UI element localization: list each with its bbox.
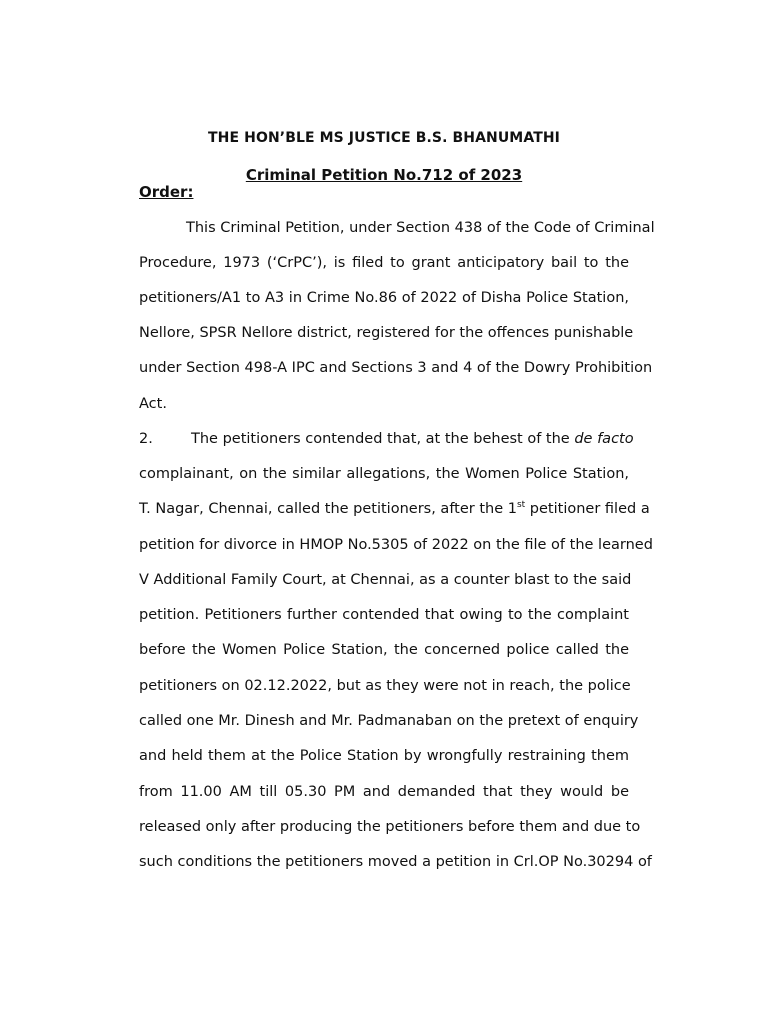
para2-line-10: and held them at the Police Station by wrongfully restraining them [139, 748, 629, 764]
para2-line-7: before the Women Police Station, the concerned police called the [139, 642, 629, 658]
case-number-heading: Criminal Petition No.712 of 2023 [245, 166, 523, 184]
para2-line-2: complainant, on the similar allegations, the Women Police Station, [139, 466, 629, 482]
para1-line-6: Act. [139, 396, 167, 412]
para2-line-6: petition. Petitioners further contended that owing to the complaint [139, 607, 629, 623]
order-label: Order: [139, 183, 194, 201]
para2-line-1 [139, 429, 634, 449]
para2-line-5: V Additional Family Court, at Chennai, as a counter blast to the said [139, 572, 632, 588]
para2-line-1-pre: The petitioners contended that, at the behest of the [191, 431, 570, 447]
para2-line-13: such conditions the petitioners moved a petition in Crl.OP No.30294 of [139, 854, 652, 870]
para2-line-11: from 11.00 AM till 05.30 PM and demanded that they would be [139, 784, 629, 800]
para2-line-3-pre: T. Nagar, Chennai, called the petitioners, after the 1 [139, 501, 517, 517]
de-facto-italic: de facto [574, 431, 634, 447]
para2-line-1-text [191, 429, 634, 449]
para1-line-5: under Section 498-A IPC and Sections 3 and 4 of the Dowry Prohibition [139, 360, 653, 376]
para2-number: 2. [139, 431, 153, 447]
judge-heading: THE HON’BLE MS JUSTICE B.S. BHANUMATHI [208, 130, 560, 146]
para2-line-3-post: petitioner filed a [525, 501, 650, 517]
para1-line-3: petitioners/A1 to A3 in Crime No.86 of 2022 of Disha Police Station, [139, 290, 629, 306]
para1-line-1: This Criminal Petition, under Section 438 of the Code of Criminal [186, 220, 655, 236]
para2-line-9: called one Mr. Dinesh and Mr. Padmanaban on the pretext of enquiry [139, 713, 639, 729]
ordinal-superscript: st [516, 500, 526, 511]
para1-line-2: Procedure, 1973 (‘CrPC’), is filed to grant anticipatory bail to the [139, 255, 629, 271]
para1-line-4: Nellore, SPSR Nellore district, registered for the offences punishable [139, 325, 634, 341]
para2-line-3 [139, 499, 650, 519]
para2-line-8: petitioners on 02.12.2022, but as they were not in reach, the police [139, 678, 631, 694]
para2-line-4: petition for divorce in HMOP No.5305 of 2022 on the file of the learned [139, 537, 653, 553]
para2-line-12: released only after producing the petitioners before them and due to [139, 819, 641, 835]
